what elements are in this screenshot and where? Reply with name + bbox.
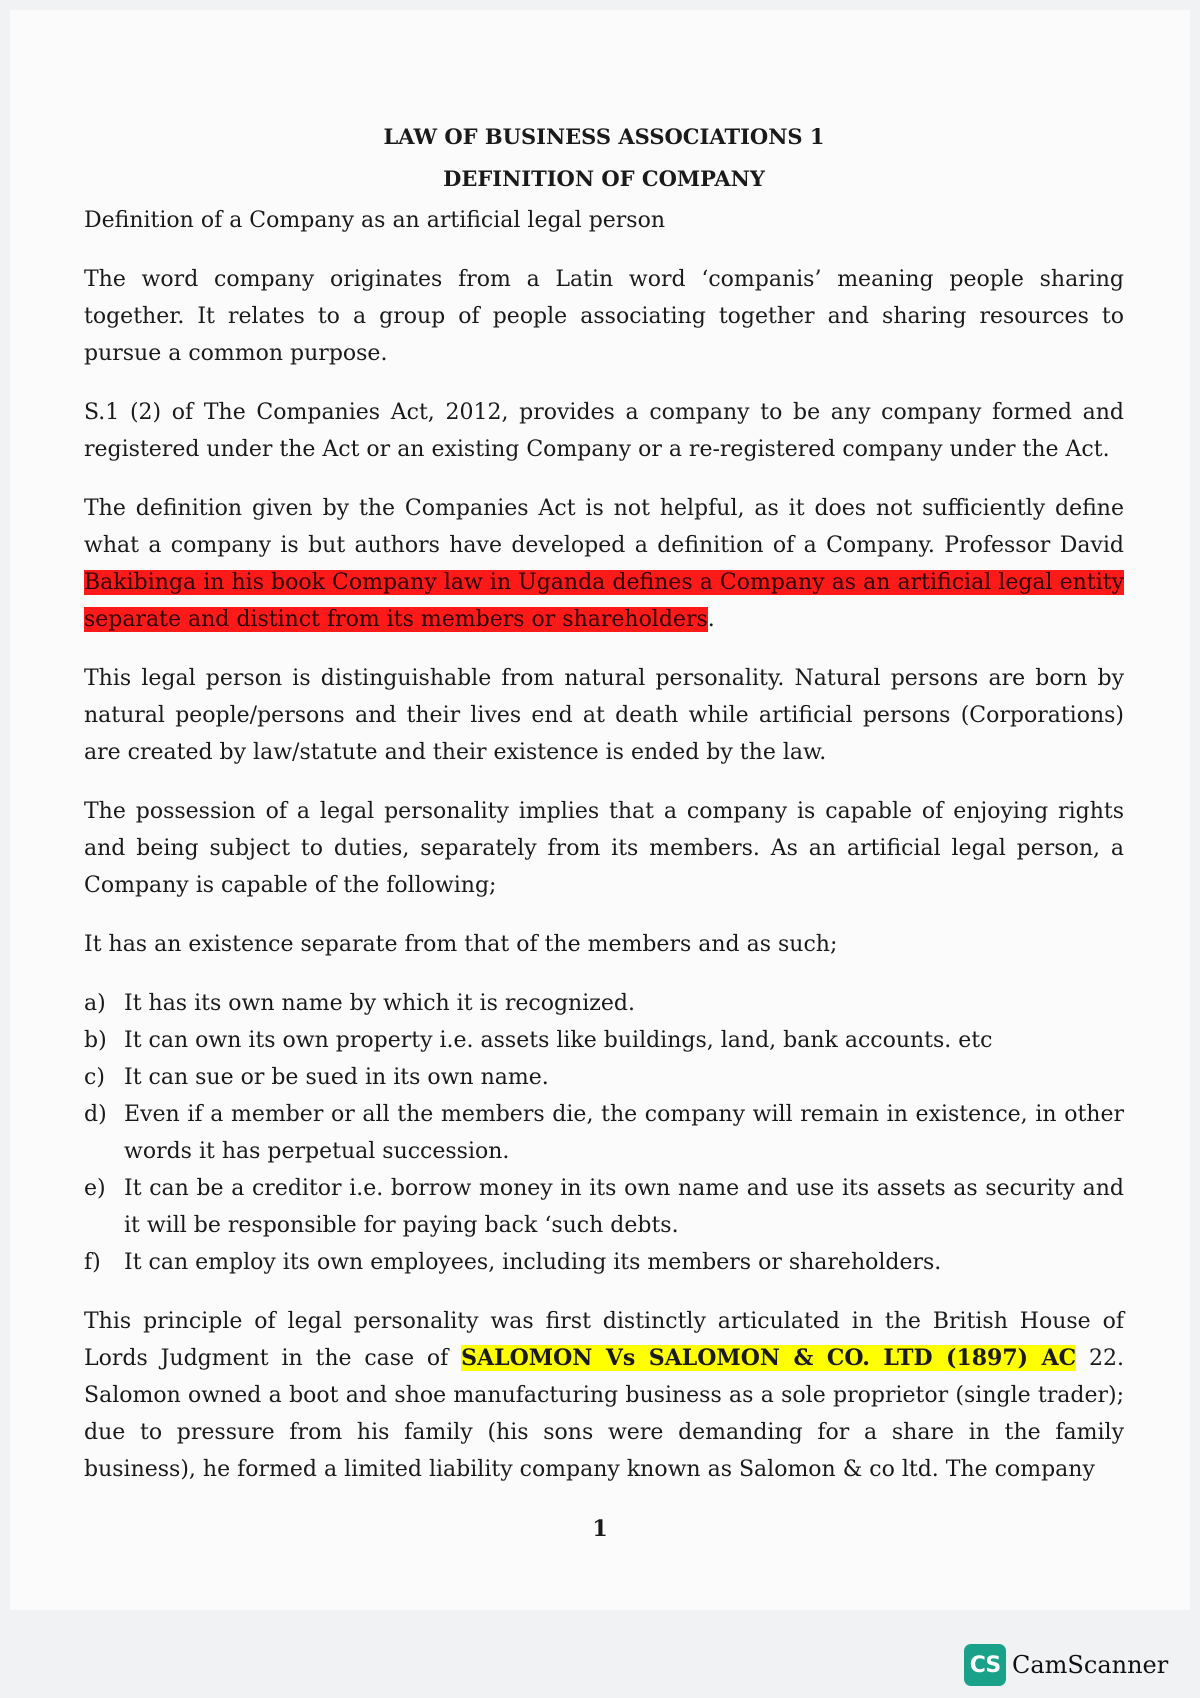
list-item-text: It has its own name by which it is recognized.: [124, 991, 635, 1016]
paragraph-3-lead: The definition given by the Companies Act is not helpful, as it does not sufficiently define what a company is but authors have developed a definition of a Company. Professor David: [84, 496, 1124, 558]
page-content: [84, 122, 1124, 1488]
red-highlighted-definition: Bakibinga in his book Company law in Uganda defines a Company as an artificial legal entity separate and distinct from its members or shareholders: [84, 570, 1124, 632]
paragraph-1: The word company originates from a Latin word ‘companis’ meaning people sharing together. It relates to a group of people associating together and sharing resources to pursue a common purpose.: [84, 267, 1124, 366]
list-item: [84, 1170, 1124, 1244]
list-marker: a): [84, 991, 106, 1016]
subheading: Definition of a Company as an artificial legal person: [84, 208, 666, 233]
paragraph-7-rest: 22. Salomon owned a boot and shoe manufacturing business as a sole proprietor (single trader); due to pressure from his family (his sons were demanding for a share in the family business), he formed a limited liability company known as Salomon & co ltd. The company: [84, 1346, 1124, 1482]
paragraph-5: The possession of a legal personality implies that a company is capable of enjoying rights and being subject to duties, separately from its members. As an artificial legal person, a Company is capable of the following;: [84, 799, 1124, 898]
camscanner-label: CamScanner: [1012, 1651, 1169, 1679]
list-marker: b): [84, 1028, 107, 1053]
list-item: [84, 1022, 1124, 1059]
paragraph-4: This legal person is distinguishable from natural personality. Natural persons are born by natural people/persons and their lives end at death while artificial persons (Corporations) are created by law/statute and their existence is ended by the law.: [84, 666, 1124, 765]
course-title: LAW OF BUSINESS ASSOCIATIONS 1: [383, 124, 825, 149]
list-item-text: It can own its own property i.e. assets like buildings, land, bank accounts. etc: [124, 1028, 993, 1053]
paragraph-3: [84, 490, 1124, 638]
yellow-highlighted-case-citation: SALOMON Vs SALOMON & CO. LTD (1897) AC: [461, 1345, 1077, 1371]
list-marker: e): [84, 1176, 106, 1201]
capabilities-list: [84, 985, 1124, 1281]
paragraph-7-lead: This principle of legal personality was first distinctly articulated in the British House of Lords Judgment in the case of: [84, 1309, 1124, 1371]
list-item: [84, 1244, 1124, 1281]
page-number: 1: [592, 1516, 608, 1542]
paragraph-7: [84, 1303, 1124, 1488]
list-item: [84, 1059, 1124, 1096]
camscanner-logo-icon: CS: [964, 1644, 1006, 1686]
list-item-text: It can sue or be sued in its own name.: [124, 1065, 549, 1090]
list-marker: d): [84, 1102, 107, 1127]
paragraph-6: It has an existence separate from that of the members and as such;: [84, 932, 838, 957]
document-page: [10, 10, 1190, 1610]
camscanner-watermark: [964, 1644, 1168, 1686]
section-title: DEFINITION OF COMPANY: [443, 166, 765, 191]
list-item-text: It can be a creditor i.e. borrow money in its own name and use its assets as security and it will be responsible for paying back ‘such debts.: [124, 1176, 1124, 1238]
list-marker: f): [84, 1250, 101, 1275]
list-marker: c): [84, 1065, 105, 1090]
paragraph-3-end: .: [707, 607, 715, 632]
list-item: [84, 985, 1124, 1022]
list-item: [84, 1096, 1124, 1170]
list-item-text: It can employ its own employees, including its members or shareholders.: [124, 1250, 942, 1275]
paragraph-2: S.1 (2) of The Companies Act, 2012, provides a company to be any company formed and registered under the Act or an existing Company or a re-registered company under the Act.: [84, 400, 1124, 462]
list-item-text: Even if a member or all the members die, the company will remain in existence, in other words it has perpetual succession.: [124, 1102, 1124, 1164]
